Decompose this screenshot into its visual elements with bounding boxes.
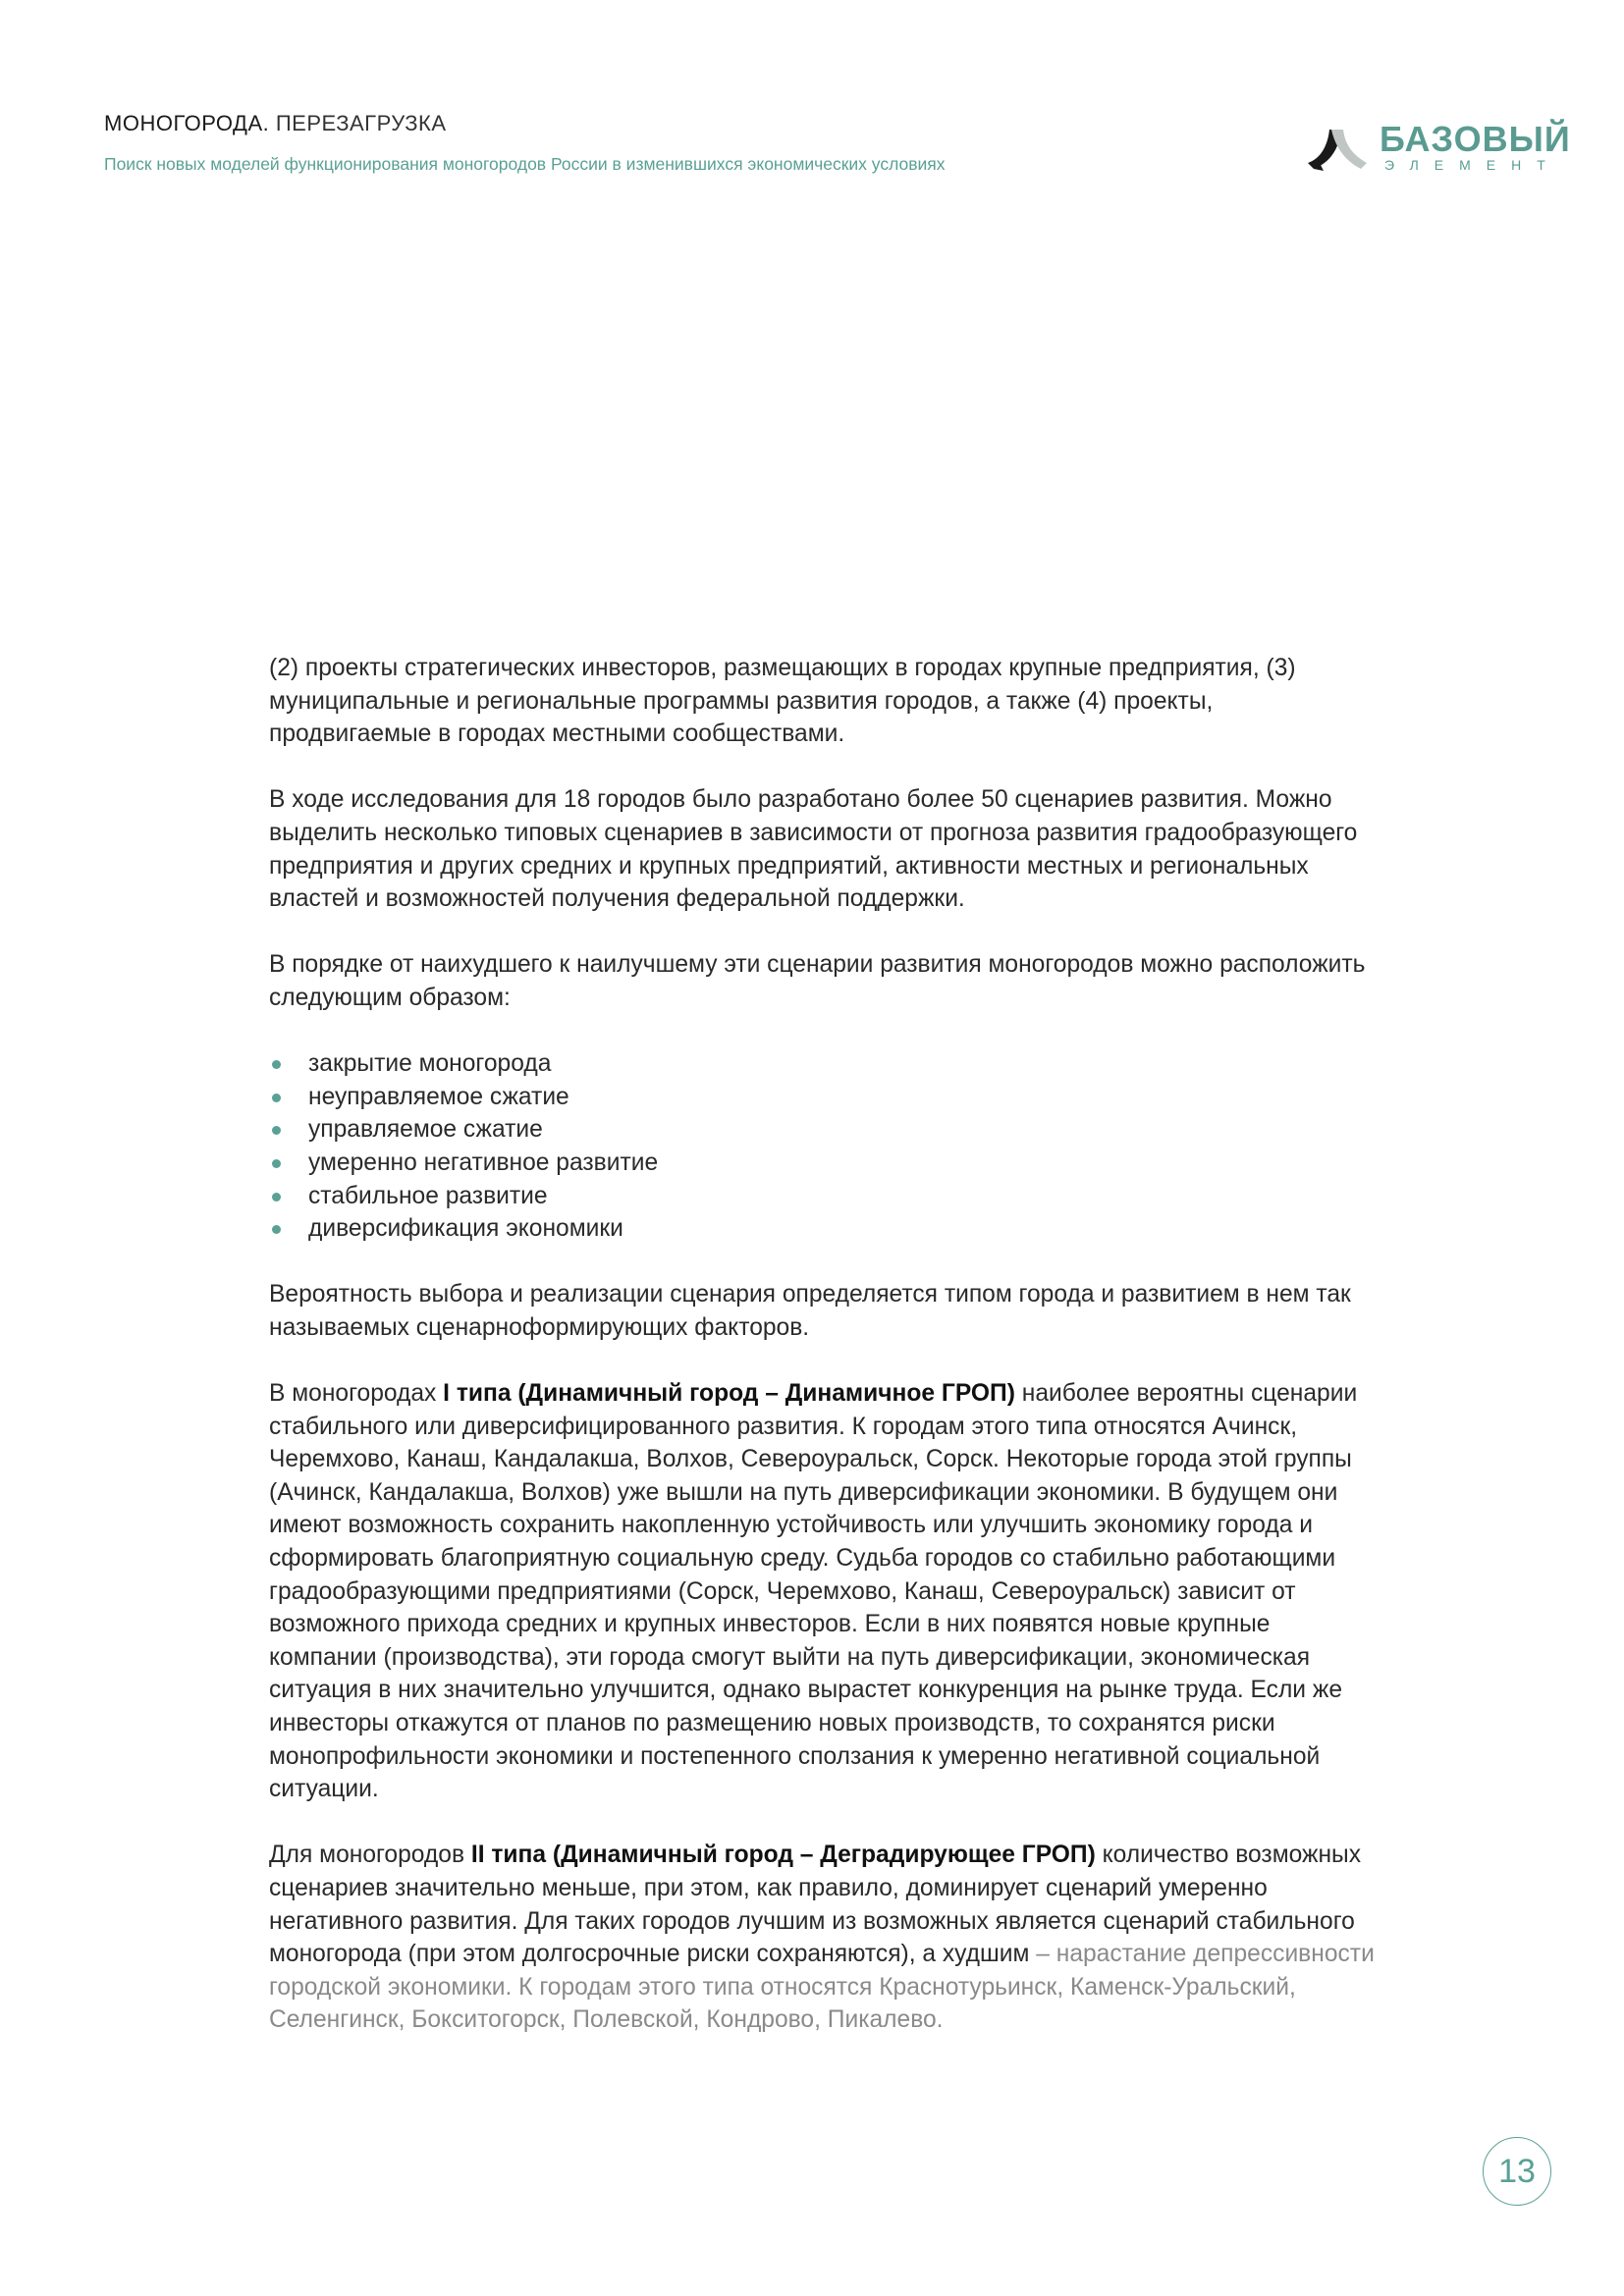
type-2-heading: II типа (Динамичный город – Деградирующее ГРОП) bbox=[470, 1842, 1096, 1869]
logo-submark: ЭЛЕМЕНТ bbox=[1384, 157, 1561, 173]
report-title bbox=[104, 110, 1184, 137]
list-item bbox=[269, 1081, 1379, 1114]
logo-mark-icon bbox=[1306, 120, 1375, 175]
bullet-icon bbox=[272, 1060, 281, 1069]
bullet-icon bbox=[272, 1094, 281, 1102]
main-content bbox=[269, 652, 1379, 2070]
list-item bbox=[269, 1212, 1379, 1246]
paragraph-text: Для моногородов bbox=[269, 1842, 471, 1869]
company-logo bbox=[1306, 119, 1571, 175]
paragraph-text: В моногородах bbox=[269, 1380, 444, 1408]
page-number: 13 bbox=[1483, 2137, 1551, 2206]
paragraph-text-faded: – нарастание депрессивности городской экономики. К городам этого типа относятся Краснотурьинск, Каменск-Уральский, Селенгинск, Бокситогорск, Полевской, Кондрово, Пикалево. bbox=[269, 1941, 1375, 2034]
report-title-rest: ПЕРЕЗАГРУЗКА bbox=[269, 111, 447, 135]
list-item bbox=[269, 1180, 1379, 1213]
report-title-main: МОНОГОРОДА. bbox=[104, 111, 270, 135]
list-item-text: закрытие моногорода bbox=[308, 1050, 552, 1078]
bullet-icon bbox=[272, 1225, 281, 1234]
paragraph-text: наиболее вероятны сценарии стабильного или диверсифицированного развития. К городам этого типа относятся Ачинск, Черемхово, Канаш, Кандалакша, Волхов, Североуральск, Сорск. Некоторые города этой группы (Ачинск, Кандалакша, Волхов) уже вышли на путь диверсификации экономики. В будущем они имеют возможность сохранить накопленную устойчивость или улучшить экономику города и сформировать благоприятную социальную среду. Судьба городов со стабильно работающими градообразующими предприятиями (Сорск, Черемхово, Канаш, Североуральск) зависит от возможного прихода средних и крупных инвесторов. Если в них появятся новые крупные компании (производства), эти города смогут выйти на путь диверсификации, экономическая ситуация в них значительно улучшится, однако вырастет конкуренция на рынке труда. Если же инвесторы откажутся от планов по размещению новых производств, то сохранятся риски монопрофильности экономики и постепенного сползания к умеренно негативной социальной ситуации. bbox=[269, 1380, 1358, 1803]
paragraph: В ходе исследования для 18 городов было разработано более 50 сценариев развития. Можно выделить несколько типовых сценариев в зависимости от прогноза развития градообразующего предприятия и других средних и крупных предприятий, активности местных и региональных властей и возможностей получения федеральной поддержки. bbox=[269, 786, 1358, 913]
list-item-text: стабильное развитие bbox=[308, 1182, 548, 1209]
paragraph: Вероятность выбора и реализации сценария определяется типом города и развитием в нем так называемых сценарноформирующих факторов. bbox=[269, 1281, 1351, 1341]
type-1-heading: I типа (Динамичный город – Динамичное ГРОП) bbox=[443, 1380, 1015, 1408]
page-header bbox=[104, 110, 1184, 175]
paragraph-type-2 bbox=[269, 1839, 1379, 2037]
logo-wordmark: БАЗОВЫЙ bbox=[1380, 119, 1571, 159]
list-item bbox=[269, 1147, 1379, 1180]
paragraph-type-1 bbox=[269, 1377, 1379, 1806]
bullet-icon bbox=[272, 1193, 281, 1201]
paragraph: (2) проекты стратегических инвесторов, размещающих в городах крупные предприятия, (3) муниципальные и региональные программы развития городов, а также (4) проекты, продвигаемые в городах местными сообществами. bbox=[269, 655, 1296, 748]
list-item-text: неуправляемое сжатие bbox=[308, 1083, 569, 1110]
report-subtitle: Поиск новых моделей функционирования моногородов России в изменившихся экономических условиях bbox=[104, 154, 946, 174]
list-item-text: умеренно негативное развитие bbox=[308, 1148, 659, 1176]
list-item-text: диверсификация экономики bbox=[308, 1215, 623, 1243]
list-item bbox=[269, 1047, 1379, 1081]
list-item bbox=[269, 1113, 1379, 1147]
list-item-text: управляемое сжатие bbox=[308, 1116, 543, 1144]
paragraph: В порядке от наихудшего к наилучшему эти сценарии развития моногородов можно расположить следующим образом: bbox=[269, 951, 1366, 1011]
paragraph-text: количество возможных сценариев значительно меньше, при этом, как правило, доминирует сценарий умеренно негативного развития. Для таких городов лучшим из возможных является сценарий стабильного моногорода (при этом долгосрочные риски сохраняются), а худшим bbox=[269, 1842, 1362, 1968]
bullet-icon bbox=[272, 1126, 281, 1135]
scenario-list bbox=[269, 1047, 1379, 1246]
bullet-icon bbox=[272, 1159, 281, 1168]
